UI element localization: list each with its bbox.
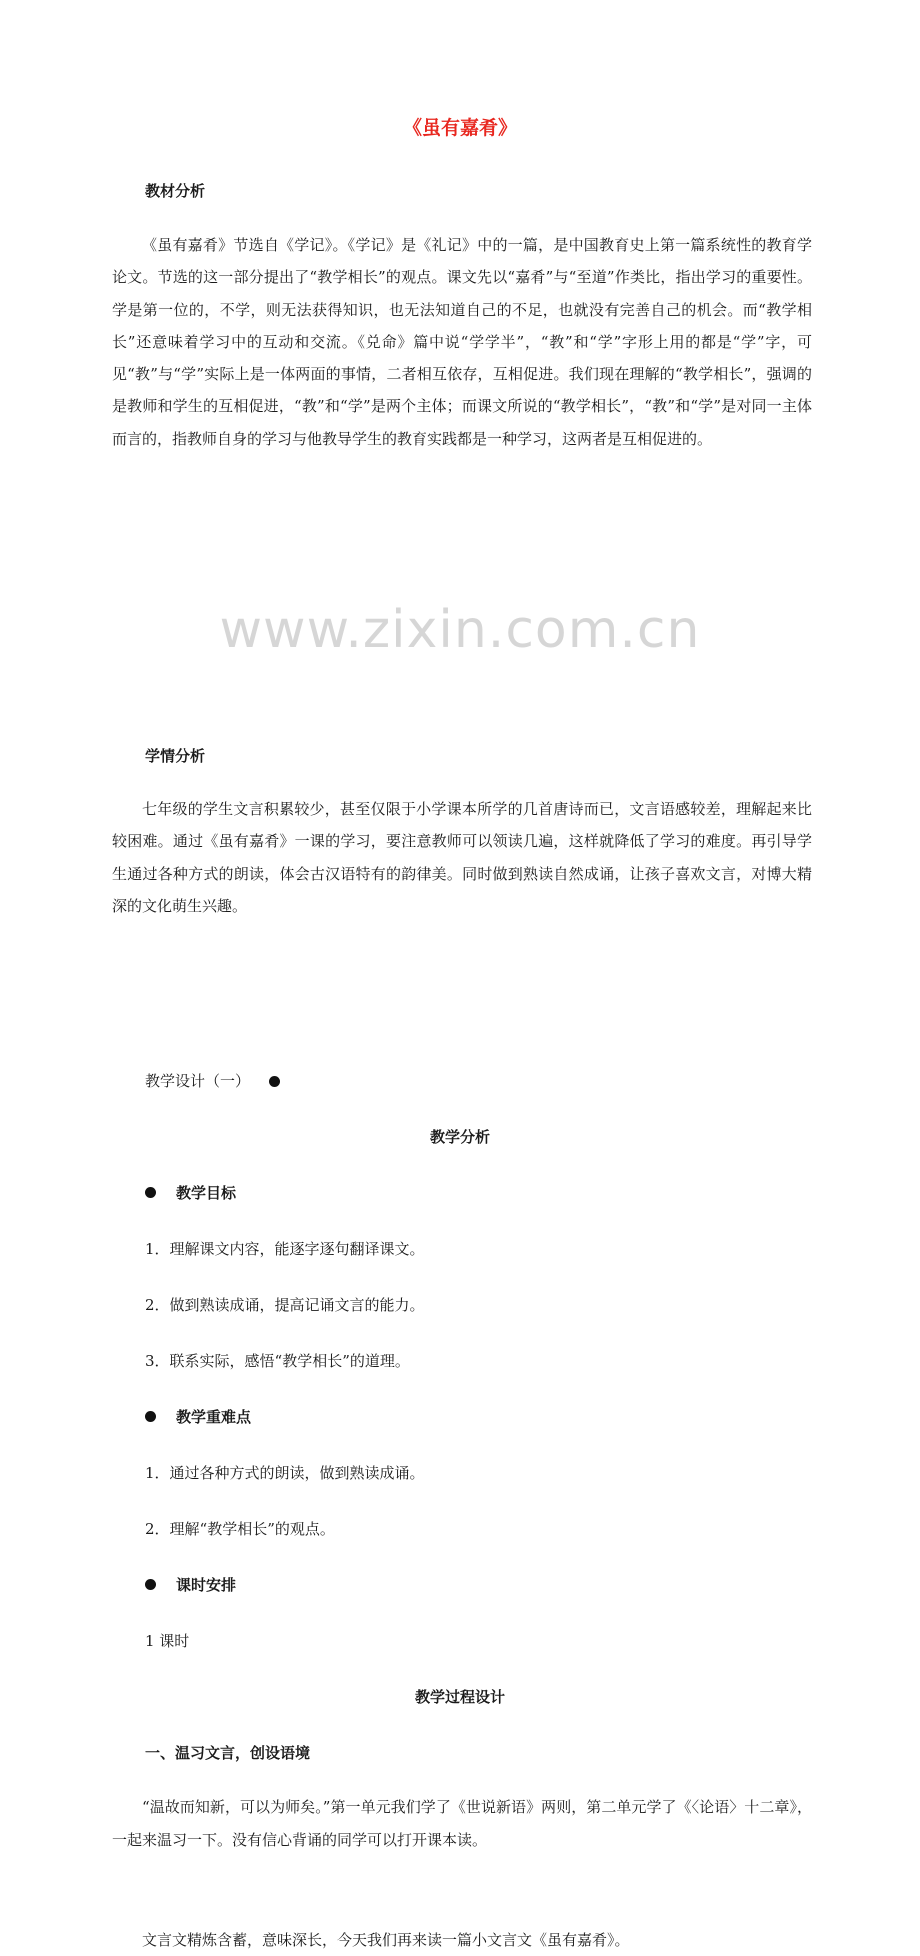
- bullet-dot-icon: [269, 1076, 280, 1087]
- key-point-item: 2．理解“教学相长”的观点。: [145, 1520, 335, 1539]
- step-one-paragraph: “温故而知新，可以为师矣。”第一单元我们学了《世说新语》两则，第二单元学了《〈论语〉十二章》，一起来温习一下。没有信心背诵的同学可以打开课本读。: [112, 1798, 812, 1849]
- textbook-analysis-heading: 教材分析: [145, 182, 206, 200]
- key-point-item: 1．通过各种方式的朗读，做到熟读成诵。: [145, 1464, 425, 1483]
- bullet-dot-icon: [145, 1411, 156, 1422]
- bullet-dot-icon: [145, 1579, 156, 1590]
- student-analysis-paragraph: 七年级的学生文言积累较少，甚至仅限于小学课本所学的几首唐诗而已，文言语感较差，理解起来比较困难。通过《虽有嘉肴》一课的学习，要注意教师可以领读几遍，这样就降低了学习的难度。再引导学生通过各种方式的朗读，体会古汉语特有的韵律美。同时做到熟读自然成诵，让孩子喜欢文言，对博大精深的文化萌生兴趣。: [112, 800, 812, 915]
- goal-item: 3．联系实际，感悟“教学相长”的道理。: [145, 1352, 410, 1371]
- step-one-paragraph-2: 文言文精炼含蓄，意味深长，今天我们再来读一篇小文言文《虽有嘉肴》。: [142, 1930, 630, 1949]
- goal-item: 1．理解课文内容，能逐字逐句翻译课文。: [145, 1240, 425, 1259]
- bullet-dot-icon: [145, 1187, 156, 1198]
- process-design-heading: 教学过程设计: [414, 1688, 505, 1707]
- key-points-heading: [145, 1406, 920, 1427]
- teaching-design-label: [145, 1070, 920, 1091]
- class-hours-heading: [145, 1574, 920, 1595]
- goals-heading-text: 教学目标: [176, 1184, 237, 1203]
- step-one-heading: 一、温习文言，创设语境: [145, 1744, 311, 1763]
- student-analysis-heading: 学情分析: [145, 747, 206, 766]
- key-points-heading-text: 教学重难点: [176, 1408, 252, 1427]
- class-hours-value: 1 课时: [145, 1632, 190, 1651]
- goal-item: 2．做到熟读成诵，提高记诵文言的能力。: [145, 1296, 425, 1315]
- teaching-design-text: 教学设计（一）: [145, 1072, 251, 1091]
- goals-heading: [145, 1182, 920, 1203]
- class-hours-heading-text: 课时安排: [176, 1576, 237, 1595]
- watermark: www.zixin.com.cn: [219, 600, 701, 660]
- document-title: 《虽有嘉肴》: [402, 117, 517, 139]
- textbook-analysis-paragraph: 《虽有嘉肴》节选自《学记》。《学记》是《礼记》中的一篇，是中国教育史上第一篇系统性的教育学论文。节选的这一部分提出了“教学相长”的观点。课文先以“嘉肴”与“至道”作类比，指出学习的重要性。学是第一位的，不学，则无法获得知识，也无法知道自己的不足，也就没有完善自己的机会。而“教学相长”还意味着学习中的互动和交流。《兑命》篇中说“学学半”，“教”和“学”字形上用的都是“学”字，可见“教”与“学”实际上是一体两面的事情，二者相互依存，互相促进。我们现在理解的“教学相长”，强调的是教师和学生的互相促进，“教”和“学”是两个主体；而课文所说的“教学相长”，“教”和“学”是对同一主体而言的，指教师自身的学习与他教导学生的教育实践都是一种学习，这两者是互相促进的。: [112, 236, 812, 448]
- teaching-analysis-heading: 教学分析: [429, 1128, 490, 1147]
